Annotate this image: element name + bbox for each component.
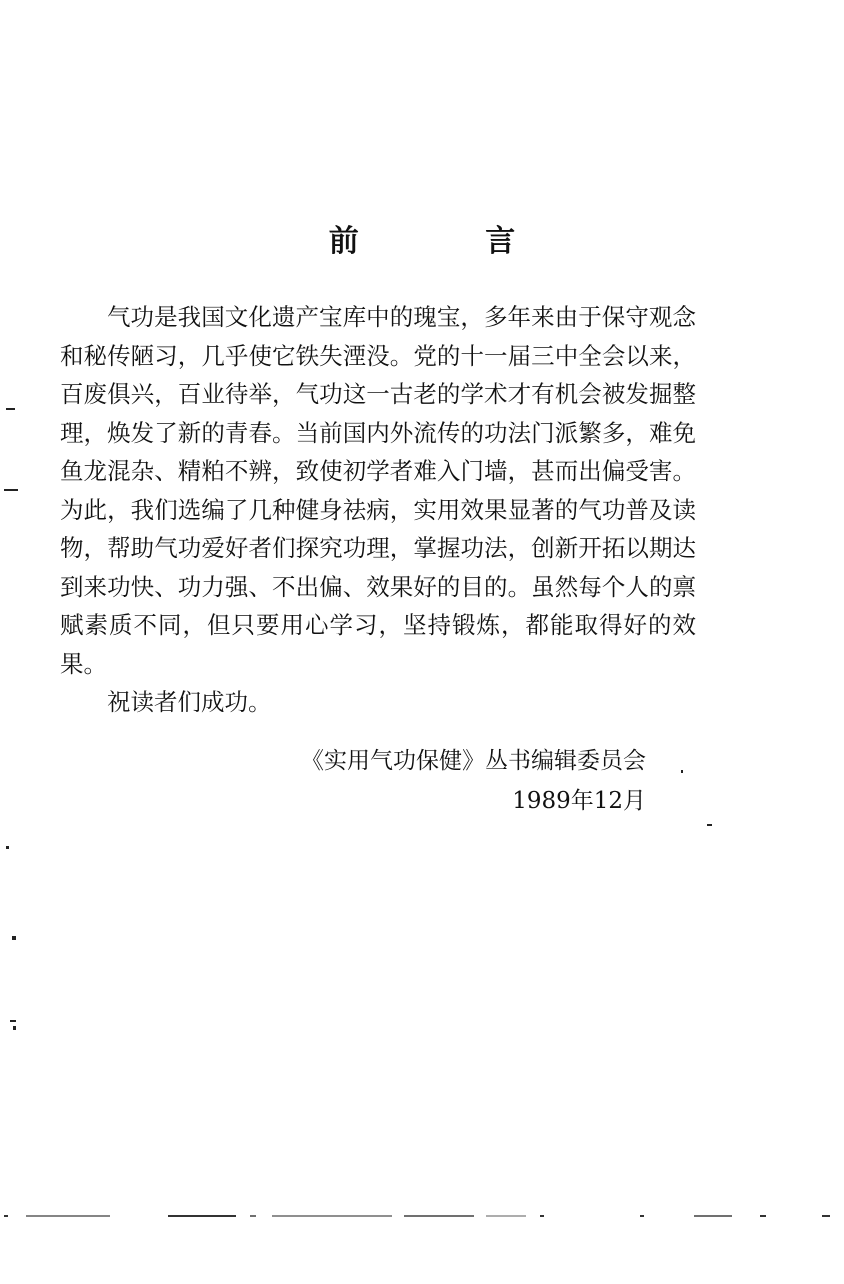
scan-speck [12,936,16,940]
scan-speck [13,1026,16,1030]
scan-speck [10,1020,16,1022]
signature-line: 《实用气功保健》丛书编辑委员会 [301,748,646,774]
preface-body [60,298,696,722]
scan-speck [6,408,15,410]
scan-speck [707,824,712,826]
scan-edge-noise [0,1214,844,1218]
page-title: 前 言 [328,224,574,259]
scan-speck [681,770,683,773]
scan-speck [4,489,18,491]
preface-paragraph-closing: 祝读者们成功。 [107,688,272,716]
scan-speck [6,846,9,849]
preface-paragraph-main: 气功是我国文化遗产宝库中的瑰宝，多年来由于保守观念和秘传陋习，几乎使它铁失湮没。党的十一届三中全会以来，百废俱兴，百业待举，气功这一古老的学术才有机会被发掘整理，焕发了新的青春。当前国内外流传的功法门派繁多，难免鱼龙混杂、精粕不辨，致使初学者难入门墙，甚而出偏受害。为此，我们选编了几种健身祛病，实用效果显著的气功普及读物，帮助气功爱好者们探究功理，掌握功法，创新开拓以期达到来功快、功力强、不出偏、效果好的目的。虽然每个人的禀赋素质不同，但只要用心学习，坚持锻炼，都能取得好的效果。 [60,303,696,678]
date-line: 1989年12月 [512,788,646,814]
